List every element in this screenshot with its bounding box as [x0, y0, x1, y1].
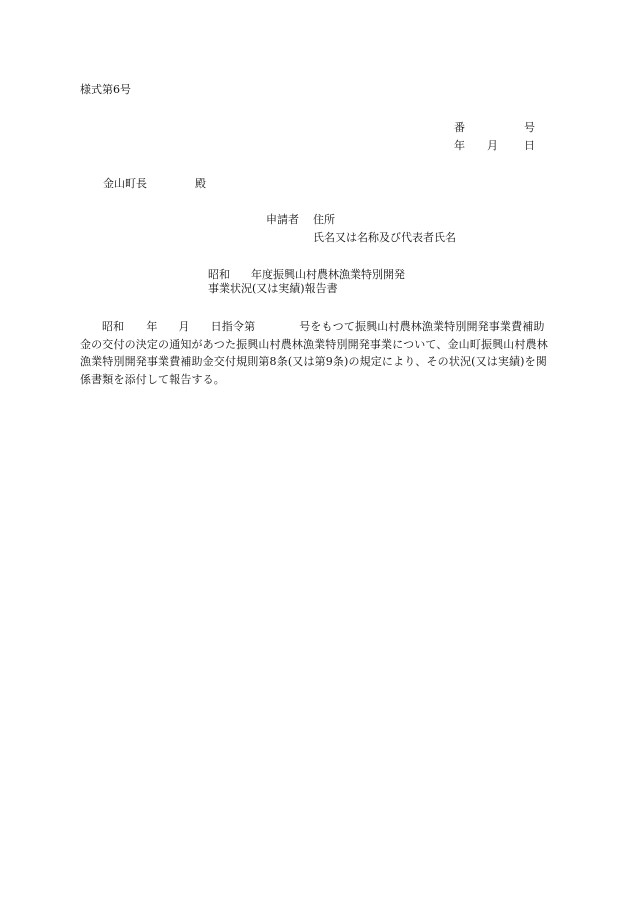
report-body	[80, 318, 550, 388]
report-title-line2: 事業状況(又は実績)報告書	[208, 282, 338, 295]
body-year: 年	[146, 320, 158, 333]
body-era: 昭和	[102, 320, 125, 333]
body-day-directive: 日指令第	[210, 320, 256, 333]
body-month: 月	[178, 320, 190, 333]
number-label: 番	[454, 121, 465, 134]
addressee-name: 金山町長	[103, 177, 147, 190]
applicant-label: 申請者	[266, 213, 299, 226]
number-suffix: 号	[524, 121, 535, 134]
form-number: 様式第6号	[80, 83, 131, 96]
day-label: 日	[524, 139, 535, 152]
report-title-line1	[208, 268, 405, 282]
year-label: 年	[454, 139, 465, 152]
addressee-honorific: 殿	[195, 177, 206, 190]
title-era: 昭和	[208, 268, 230, 281]
title-line1-rest: 年度振興山村農林漁業特別開発	[251, 268, 405, 281]
applicant-address-label: 住所	[313, 213, 335, 226]
body-text: 号をもつて振興山村農林漁業特別開発事業費補助金の交付の決定の通知があつた振興山村農林漁業特別開発事業について、金山町振興山村農林漁業特別開発事業費補助金交付規則第8条(又は第9条)の規定により、その状況(又は実績)を関係書類を添付して報告する。	[80, 320, 548, 386]
applicant-name-label: 氏名又は名称及び代表者氏名	[313, 231, 456, 244]
month-label: 月	[487, 139, 498, 152]
